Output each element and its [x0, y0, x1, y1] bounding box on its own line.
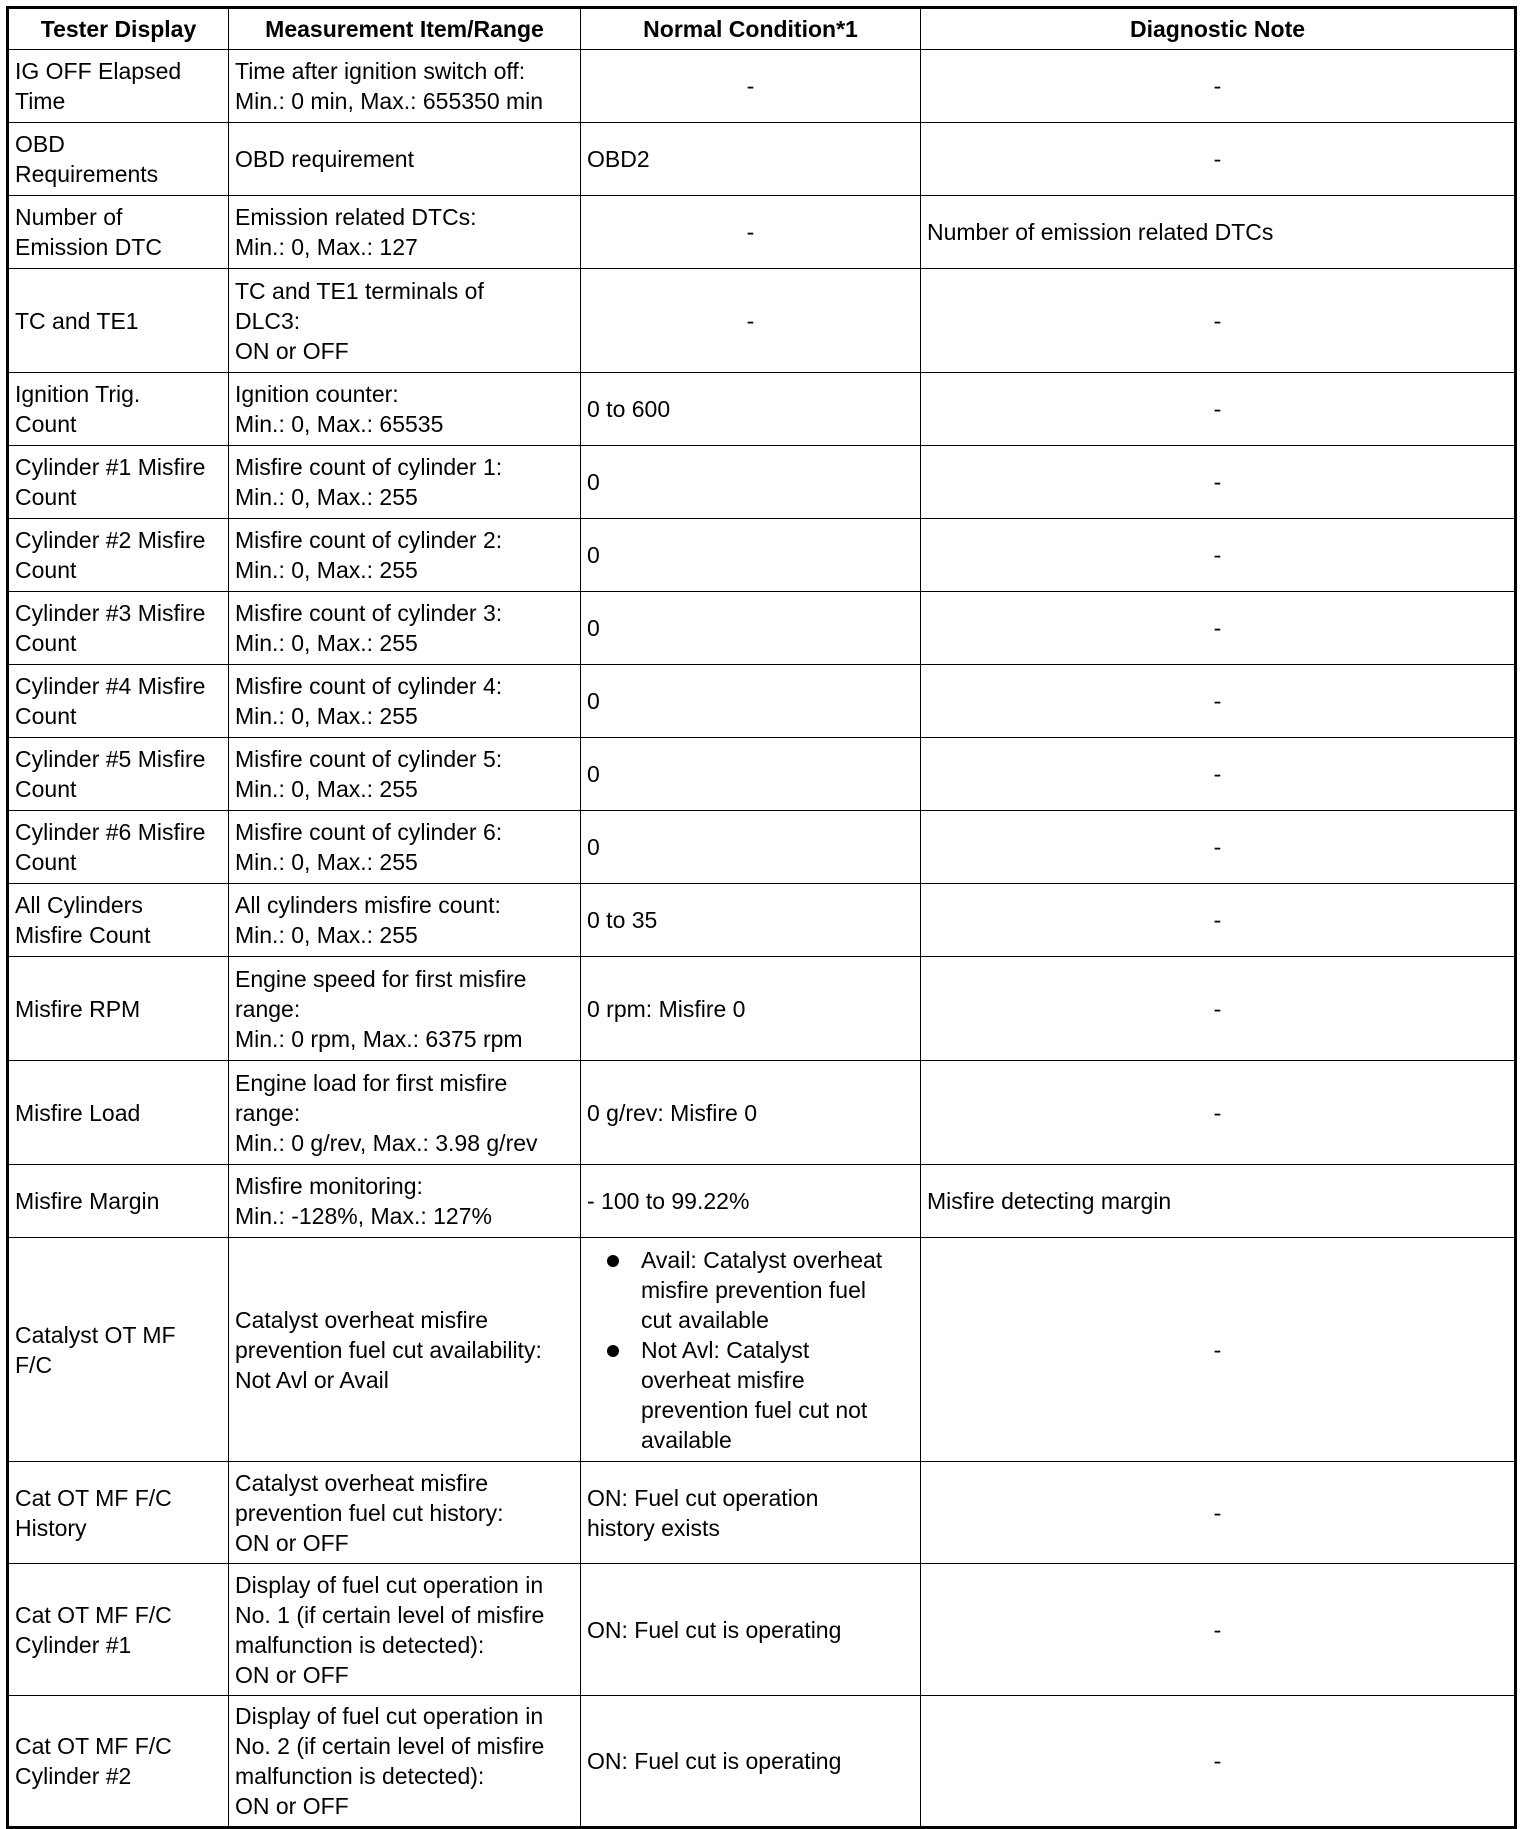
tester-display-cell: Cat OT MF F/C History	[8, 1462, 229, 1564]
table-row	[8, 1061, 1516, 1165]
table-row	[8, 1696, 1516, 1828]
diagnostic-note-cell: -	[921, 738, 1516, 811]
table-row	[8, 123, 1516, 196]
table-row	[8, 884, 1516, 957]
normal-condition-cell	[581, 1238, 921, 1462]
tester-display-cell: Cylinder #5 Misfire Count	[8, 738, 229, 811]
header-normal-condition: Normal Condition*1	[581, 8, 921, 50]
header-diagnostic-note: Diagnostic Note	[921, 8, 1516, 50]
normal-condition-cell: 0	[581, 738, 921, 811]
diagnostic-note-cell: -	[921, 1061, 1516, 1165]
normal-condition-cell: ON: Fuel cut is operating	[581, 1696, 921, 1828]
measurement-range-cell: Misfire count of cylinder 1: Min.: 0, Max.: 255	[229, 446, 581, 519]
tester-display-cell: Misfire Load	[8, 1061, 229, 1165]
table-row	[8, 1165, 1516, 1238]
diagnostic-note-cell: -	[921, 1462, 1516, 1564]
tester-display-cell: Cylinder #4 Misfire Count	[8, 665, 229, 738]
measurement-range-cell: Misfire count of cylinder 4: Min.: 0, Max.: 255	[229, 665, 581, 738]
diagnostic-note-cell: -	[921, 884, 1516, 957]
normal-condition-cell: 0 to 35	[581, 884, 921, 957]
normal-condition-cell: 0	[581, 446, 921, 519]
diagnostic-note-cell: -	[921, 1696, 1516, 1828]
normal-condition-cell: 0	[581, 811, 921, 884]
normal-condition-bullet-list	[587, 1245, 914, 1455]
diagnostic-note-cell: -	[921, 665, 1516, 738]
measurement-range-cell: All cylinders misfire count: Min.: 0, Max.: 255	[229, 884, 581, 957]
tester-display-cell: OBD Requirements	[8, 123, 229, 196]
table-row	[8, 519, 1516, 592]
normal-condition-cell: ON: Fuel cut operation history exists	[581, 1462, 921, 1564]
measurement-range-cell: Emission related DTCs: Min.: 0, Max.: 127	[229, 196, 581, 269]
tester-display-cell: TC and TE1	[8, 269, 229, 373]
diagnostic-note-cell: -	[921, 269, 1516, 373]
diagnostic-note-cell: -	[921, 592, 1516, 665]
measurement-range-cell: Display of fuel cut operation in No. 1 (if certain level of misfire malfunction is detected): ON or OFF	[229, 1564, 581, 1696]
measurement-range-cell: Misfire count of cylinder 2: Min.: 0, Max.: 255	[229, 519, 581, 592]
tester-display-cell: Catalyst OT MF F/C	[8, 1238, 229, 1462]
measurement-range-cell: Display of fuel cut operation in No. 2 (if certain level of misfire malfunction is detected): ON or OFF	[229, 1696, 581, 1828]
measurement-range-cell: Misfire monitoring: Min.: -128%, Max.: 127%	[229, 1165, 581, 1238]
tester-display-cell: IG OFF Elapsed Time	[8, 50, 229, 123]
diagnostic-note-cell: -	[921, 50, 1516, 123]
measurement-range-cell: Engine speed for first misfire range: Min.: 0 rpm, Max.: 6375 rpm	[229, 957, 581, 1061]
header-tester-display: Tester Display	[8, 8, 229, 50]
normal-condition-cell: 0 rpm: Misfire 0	[581, 957, 921, 1061]
normal-condition-cell: -	[581, 50, 921, 123]
diagnostic-note-cell: -	[921, 123, 1516, 196]
normal-condition-cell: - 100 to 99.22%	[581, 1165, 921, 1238]
normal-condition-cell: 0	[581, 592, 921, 665]
normal-condition-cell: ON: Fuel cut is operating	[581, 1564, 921, 1696]
tester-display-cell: Ignition Trig. Count	[8, 373, 229, 446]
table-row	[8, 446, 1516, 519]
measurement-range-cell: Misfire count of cylinder 6: Min.: 0, Max.: 255	[229, 811, 581, 884]
measurement-range-cell: Ignition counter: Min.: 0, Max.: 65535	[229, 373, 581, 446]
table-row	[8, 196, 1516, 269]
tester-display-cell: Cylinder #3 Misfire Count	[8, 592, 229, 665]
bullet-avail: Avail: Catalyst overheat misfire prevention fuel cut available	[587, 1245, 914, 1335]
bullet-not-avl: Not Avl: Catalyst overheat misfire prevention fuel cut not available	[587, 1335, 914, 1455]
table-row	[8, 957, 1516, 1061]
header-row	[8, 8, 1516, 50]
tester-display-cell: Cat OT MF F/C Cylinder #2	[8, 1696, 229, 1828]
tester-display-cell: Cat OT MF F/C Cylinder #1	[8, 1564, 229, 1696]
tester-display-cell: Cylinder #6 Misfire Count	[8, 811, 229, 884]
table-row	[8, 665, 1516, 738]
measurement-range-cell: Catalyst overheat misfire prevention fuel cut history: ON or OFF	[229, 1462, 581, 1564]
measurement-range-cell: Misfire count of cylinder 5: Min.: 0, Max.: 255	[229, 738, 581, 811]
table-row	[8, 1564, 1516, 1696]
tester-display-cell: All Cylinders Misfire Count	[8, 884, 229, 957]
tester-display-cell: Cylinder #2 Misfire Count	[8, 519, 229, 592]
diagnostic-note-cell: -	[921, 811, 1516, 884]
measurement-range-cell: Catalyst overheat misfire prevention fuel cut availability: Not Avl or Avail	[229, 1238, 581, 1462]
measurement-range-cell: TC and TE1 terminals of DLC3: ON or OFF	[229, 269, 581, 373]
table-row	[8, 592, 1516, 665]
table-row	[8, 50, 1516, 123]
tester-display-cell: Misfire RPM	[8, 957, 229, 1061]
diagnostic-note-cell: -	[921, 373, 1516, 446]
table-row	[8, 373, 1516, 446]
normal-condition-cell: -	[581, 196, 921, 269]
normal-condition-cell: 0	[581, 665, 921, 738]
table-row	[8, 1238, 1516, 1462]
normal-condition-cell: 0	[581, 519, 921, 592]
table-row	[8, 811, 1516, 884]
normal-condition-cell: -	[581, 269, 921, 373]
normal-condition-cell: 0 to 600	[581, 373, 921, 446]
diagnostic-note-cell: -	[921, 519, 1516, 592]
tester-display-cell: Misfire Margin	[8, 1165, 229, 1238]
diagnostic-note-cell: -	[921, 1238, 1516, 1462]
diagnostic-note-cell: Number of emission related DTCs	[921, 196, 1516, 269]
normal-condition-cell: OBD2	[581, 123, 921, 196]
measurement-range-cell: Engine load for first misfire range: Min.: 0 g/rev, Max.: 3.98 g/rev	[229, 1061, 581, 1165]
table-row	[8, 1462, 1516, 1564]
measurement-range-cell: OBD requirement	[229, 123, 581, 196]
diagnostic-note-cell: -	[921, 446, 1516, 519]
tester-display-cell: Cylinder #1 Misfire Count	[8, 446, 229, 519]
header-measurement-item: Measurement Item/Range	[229, 8, 581, 50]
normal-condition-cell: 0 g/rev: Misfire 0	[581, 1061, 921, 1165]
diagnostic-note-cell: -	[921, 957, 1516, 1061]
table-row	[8, 269, 1516, 373]
measurement-range-cell: Misfire count of cylinder 3: Min.: 0, Max.: 255	[229, 592, 581, 665]
tester-display-cell: Number of Emission DTC	[8, 196, 229, 269]
data-list-table	[6, 6, 1517, 1829]
table-row	[8, 738, 1516, 811]
measurement-range-cell: Time after ignition switch off: Min.: 0 min, Max.: 655350 min	[229, 50, 581, 123]
diagnostic-note-cell: -	[921, 1564, 1516, 1696]
diagnostic-note-cell: Misfire detecting margin	[921, 1165, 1516, 1238]
